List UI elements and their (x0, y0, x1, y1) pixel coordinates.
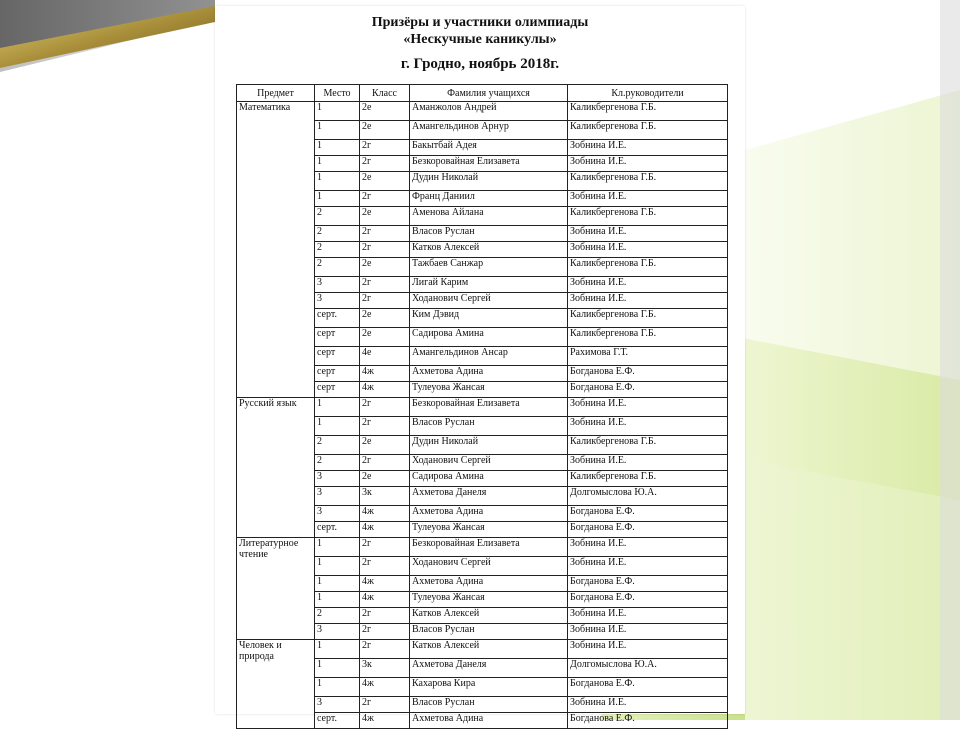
student-name-cell: Тулеуова Жансая (410, 522, 568, 538)
place-cell: серт. (315, 522, 360, 538)
place-cell: 1 (315, 398, 360, 417)
student-name-cell: Катков Алексей (410, 640, 568, 659)
student-name-cell: Садирова Амина (410, 471, 568, 487)
teacher-cell: Каликбергенова Г.Б. (568, 436, 728, 455)
place-cell: серт (315, 382, 360, 398)
teacher-cell: Долгомыслова Ю.А. (568, 487, 728, 506)
column-header-class: Класс (360, 85, 410, 102)
student-name-cell: Безкоровайная Елизавета (410, 156, 568, 172)
student-name-cell: Садирова Амина (410, 328, 568, 347)
student-name-cell: Аменова Айлана (410, 207, 568, 226)
teacher-cell: Зобнина И.Е. (568, 608, 728, 624)
class-cell: 4ж (360, 382, 410, 398)
class-cell: 4е (360, 347, 410, 366)
teacher-cell: Долгомыслова Ю.А. (568, 659, 728, 678)
place-cell: 2 (315, 258, 360, 277)
place-cell: 1 (315, 102, 360, 121)
student-name-cell: Ахметова Адина (410, 506, 568, 522)
class-cell: 2г (360, 140, 410, 156)
place-cell: 1 (315, 172, 360, 191)
student-name-cell: Ахметова Адина (410, 576, 568, 592)
student-name-cell: Тажбаев Санжар (410, 258, 568, 277)
student-name-cell: Тулеуова Жансая (410, 382, 568, 398)
class-cell: 2г (360, 277, 410, 293)
place-cell: серт (315, 347, 360, 366)
subject-cell: Математика (237, 102, 315, 398)
class-cell: 2г (360, 398, 410, 417)
class-cell: 2е (360, 471, 410, 487)
student-name-cell: Амангельдинов Арнур (410, 121, 568, 140)
place-cell: 3 (315, 277, 360, 293)
place-cell: 3 (315, 697, 360, 713)
class-cell: 4ж (360, 506, 410, 522)
place-cell: 1 (315, 538, 360, 557)
table-row (237, 538, 728, 557)
place-cell: 1 (315, 191, 360, 207)
teacher-cell: Зобнина И.Е. (568, 140, 728, 156)
table-row (237, 640, 728, 659)
lime-decoration-right (745, 90, 960, 500)
class-cell: 4ж (360, 576, 410, 592)
student-name-cell: Ахметова Адина (410, 713, 568, 729)
teacher-cell: Зобнина И.Е. (568, 191, 728, 207)
teacher-cell: Зобнина И.Е. (568, 417, 728, 436)
student-name-cell: Ахметова Адина (410, 366, 568, 382)
teacher-cell: Зобнина И.Е. (568, 538, 728, 557)
class-cell: 2г (360, 557, 410, 576)
place-cell: серт. (315, 713, 360, 729)
place-cell: серт (315, 366, 360, 382)
teacher-cell: Богданова Е.Ф. (568, 713, 728, 729)
class-cell: 2г (360, 608, 410, 624)
teacher-cell: Зобнина И.Е. (568, 226, 728, 242)
place-cell: 3 (315, 624, 360, 640)
teacher-cell: Богданова Е.Ф. (568, 506, 728, 522)
column-header-student: Фамилия учащихся (410, 85, 568, 102)
teacher-cell: Богданова Е.Ф. (568, 382, 728, 398)
student-name-cell: Ходанович Сергей (410, 293, 568, 309)
student-name-cell: Тулеуова Жансая (410, 592, 568, 608)
teacher-cell: Зобнина И.Е. (568, 624, 728, 640)
class-cell: 2г (360, 417, 410, 436)
place-cell: 2 (315, 436, 360, 455)
teacher-cell: Каликбергенова Г.Б. (568, 309, 728, 328)
place-cell: 1 (315, 592, 360, 608)
place-cell: 1 (315, 140, 360, 156)
class-cell: 2е (360, 172, 410, 191)
teacher-cell: Каликбергенова Г.Б. (568, 471, 728, 487)
student-name-cell: Франц Даниил (410, 191, 568, 207)
place-cell: 3 (315, 471, 360, 487)
place-cell: 2 (315, 226, 360, 242)
class-cell: 3к (360, 487, 410, 506)
place-cell: 1 (315, 659, 360, 678)
table-body (237, 102, 728, 729)
class-cell: 2е (360, 258, 410, 277)
document-subtitle: «Нескучные каникулы» (403, 32, 557, 47)
class-cell: 2е (360, 436, 410, 455)
student-name-cell: Катков Алексей (410, 608, 568, 624)
class-cell: 2е (360, 207, 410, 226)
student-name-cell: Аманжолов Андрей (410, 102, 568, 121)
class-cell: 2е (360, 328, 410, 347)
class-cell: 2г (360, 538, 410, 557)
student-name-cell: Власов Руслан (410, 226, 568, 242)
student-name-cell: Дудин Николай (410, 172, 568, 191)
teacher-cell: Богданова Е.Ф. (568, 678, 728, 697)
place-cell: 2 (315, 608, 360, 624)
class-cell: 2г (360, 191, 410, 207)
teacher-cell: Зобнина И.Е. (568, 293, 728, 309)
document-location-date: г. Гродно, ноябрь 2018г. (400, 56, 560, 72)
place-cell: 1 (315, 576, 360, 592)
table-row (237, 398, 728, 417)
teacher-cell: Богданова Е.Ф. (568, 522, 728, 538)
teacher-cell: Богданова Е.Ф. (568, 592, 728, 608)
place-cell: 2 (315, 207, 360, 226)
column-header-teacher: Кл.руководители (568, 85, 728, 102)
class-cell: 2е (360, 121, 410, 140)
class-cell: 2г (360, 242, 410, 258)
results-table (236, 84, 728, 729)
student-name-cell: Ходанович Сергей (410, 557, 568, 576)
student-name-cell: Дудин Николай (410, 436, 568, 455)
place-cell: серт. (315, 309, 360, 328)
teacher-cell: Каликбергенова Г.Б. (568, 207, 728, 226)
student-name-cell: Ходанович Сергей (410, 455, 568, 471)
teacher-cell: Зобнина И.Е. (568, 398, 728, 417)
place-cell: 2 (315, 455, 360, 471)
student-name-cell: Амангельдинов Ансар (410, 347, 568, 366)
student-name-cell: Лигай Карим (410, 277, 568, 293)
class-cell: 3к (360, 659, 410, 678)
place-cell: серт (315, 328, 360, 347)
subject-cell: Человек и природа (237, 640, 315, 729)
teacher-cell: Зобнина И.Е. (568, 557, 728, 576)
teacher-cell: Каликбергенова Г.Б. (568, 258, 728, 277)
student-name-cell: Власов Руслан (410, 624, 568, 640)
student-name-cell: Власов Руслан (410, 697, 568, 713)
class-cell: 2г (360, 455, 410, 471)
place-cell: 1 (315, 156, 360, 172)
column-header-subject: Предмет (237, 85, 315, 102)
class-cell: 4ж (360, 592, 410, 608)
teacher-cell: Зобнина И.Е. (568, 242, 728, 258)
class-cell: 2е (360, 102, 410, 121)
teacher-cell: Богданова Е.Ф. (568, 366, 728, 382)
place-cell: 1 (315, 557, 360, 576)
place-cell: 1 (315, 678, 360, 697)
teacher-cell: Рахимова Г.Т. (568, 347, 728, 366)
class-cell: 2г (360, 640, 410, 659)
subject-cell: Литературное чтение (237, 538, 315, 640)
class-cell: 2г (360, 697, 410, 713)
teacher-cell: Зобнина И.Е. (568, 277, 728, 293)
class-cell: 2е (360, 309, 410, 328)
class-cell: 2г (360, 293, 410, 309)
class-cell: 4ж (360, 366, 410, 382)
teacher-cell: Каликбергенова Г.Б. (568, 328, 728, 347)
right-shadow-band (940, 0, 960, 720)
student-name-cell: Ахметова Данеля (410, 659, 568, 678)
teacher-cell: Зобнина И.Е. (568, 455, 728, 471)
teacher-cell: Каликбергенова Г.Б. (568, 121, 728, 140)
student-name-cell: Бакытбай Адея (410, 140, 568, 156)
document-title: Призёры и участники олимпиады (371, 15, 589, 30)
place-cell: 2 (315, 242, 360, 258)
teacher-cell: Зобнина И.Е. (568, 640, 728, 659)
teacher-cell: Богданова Е.Ф. (568, 576, 728, 592)
place-cell: 1 (315, 640, 360, 659)
teacher-cell: Зобнина И.Е. (568, 156, 728, 172)
teacher-cell: Зобнина И.Е. (568, 697, 728, 713)
teacher-cell: Каликбергенова Г.Б. (568, 102, 728, 121)
student-name-cell: Власов Руслан (410, 417, 568, 436)
subject-cell: Русский язык (237, 398, 315, 538)
class-cell: 4ж (360, 678, 410, 697)
table-header-row (237, 85, 728, 102)
place-cell: 1 (315, 121, 360, 140)
class-cell: 4ж (360, 713, 410, 729)
place-cell: 3 (315, 293, 360, 309)
student-name-cell: Безкоровайная Елизавета (410, 538, 568, 557)
student-name-cell: Безкоровайная Елизавета (410, 398, 568, 417)
student-name-cell: Ким Дэвид (410, 309, 568, 328)
teacher-cell: Каликбергенова Г.Б. (568, 172, 728, 191)
table-row (237, 102, 728, 121)
column-header-place: Место (315, 85, 360, 102)
document-page (215, 6, 745, 724)
class-cell: 2г (360, 226, 410, 242)
place-cell: 1 (315, 417, 360, 436)
place-cell: 3 (315, 506, 360, 522)
class-cell: 2г (360, 624, 410, 640)
student-name-cell: Катков Алексей (410, 242, 568, 258)
class-cell: 4ж (360, 522, 410, 538)
class-cell: 2г (360, 156, 410, 172)
place-cell: 3 (315, 487, 360, 506)
student-name-cell: Кахарова Кира (410, 678, 568, 697)
student-name-cell: Ахметова Данеля (410, 487, 568, 506)
